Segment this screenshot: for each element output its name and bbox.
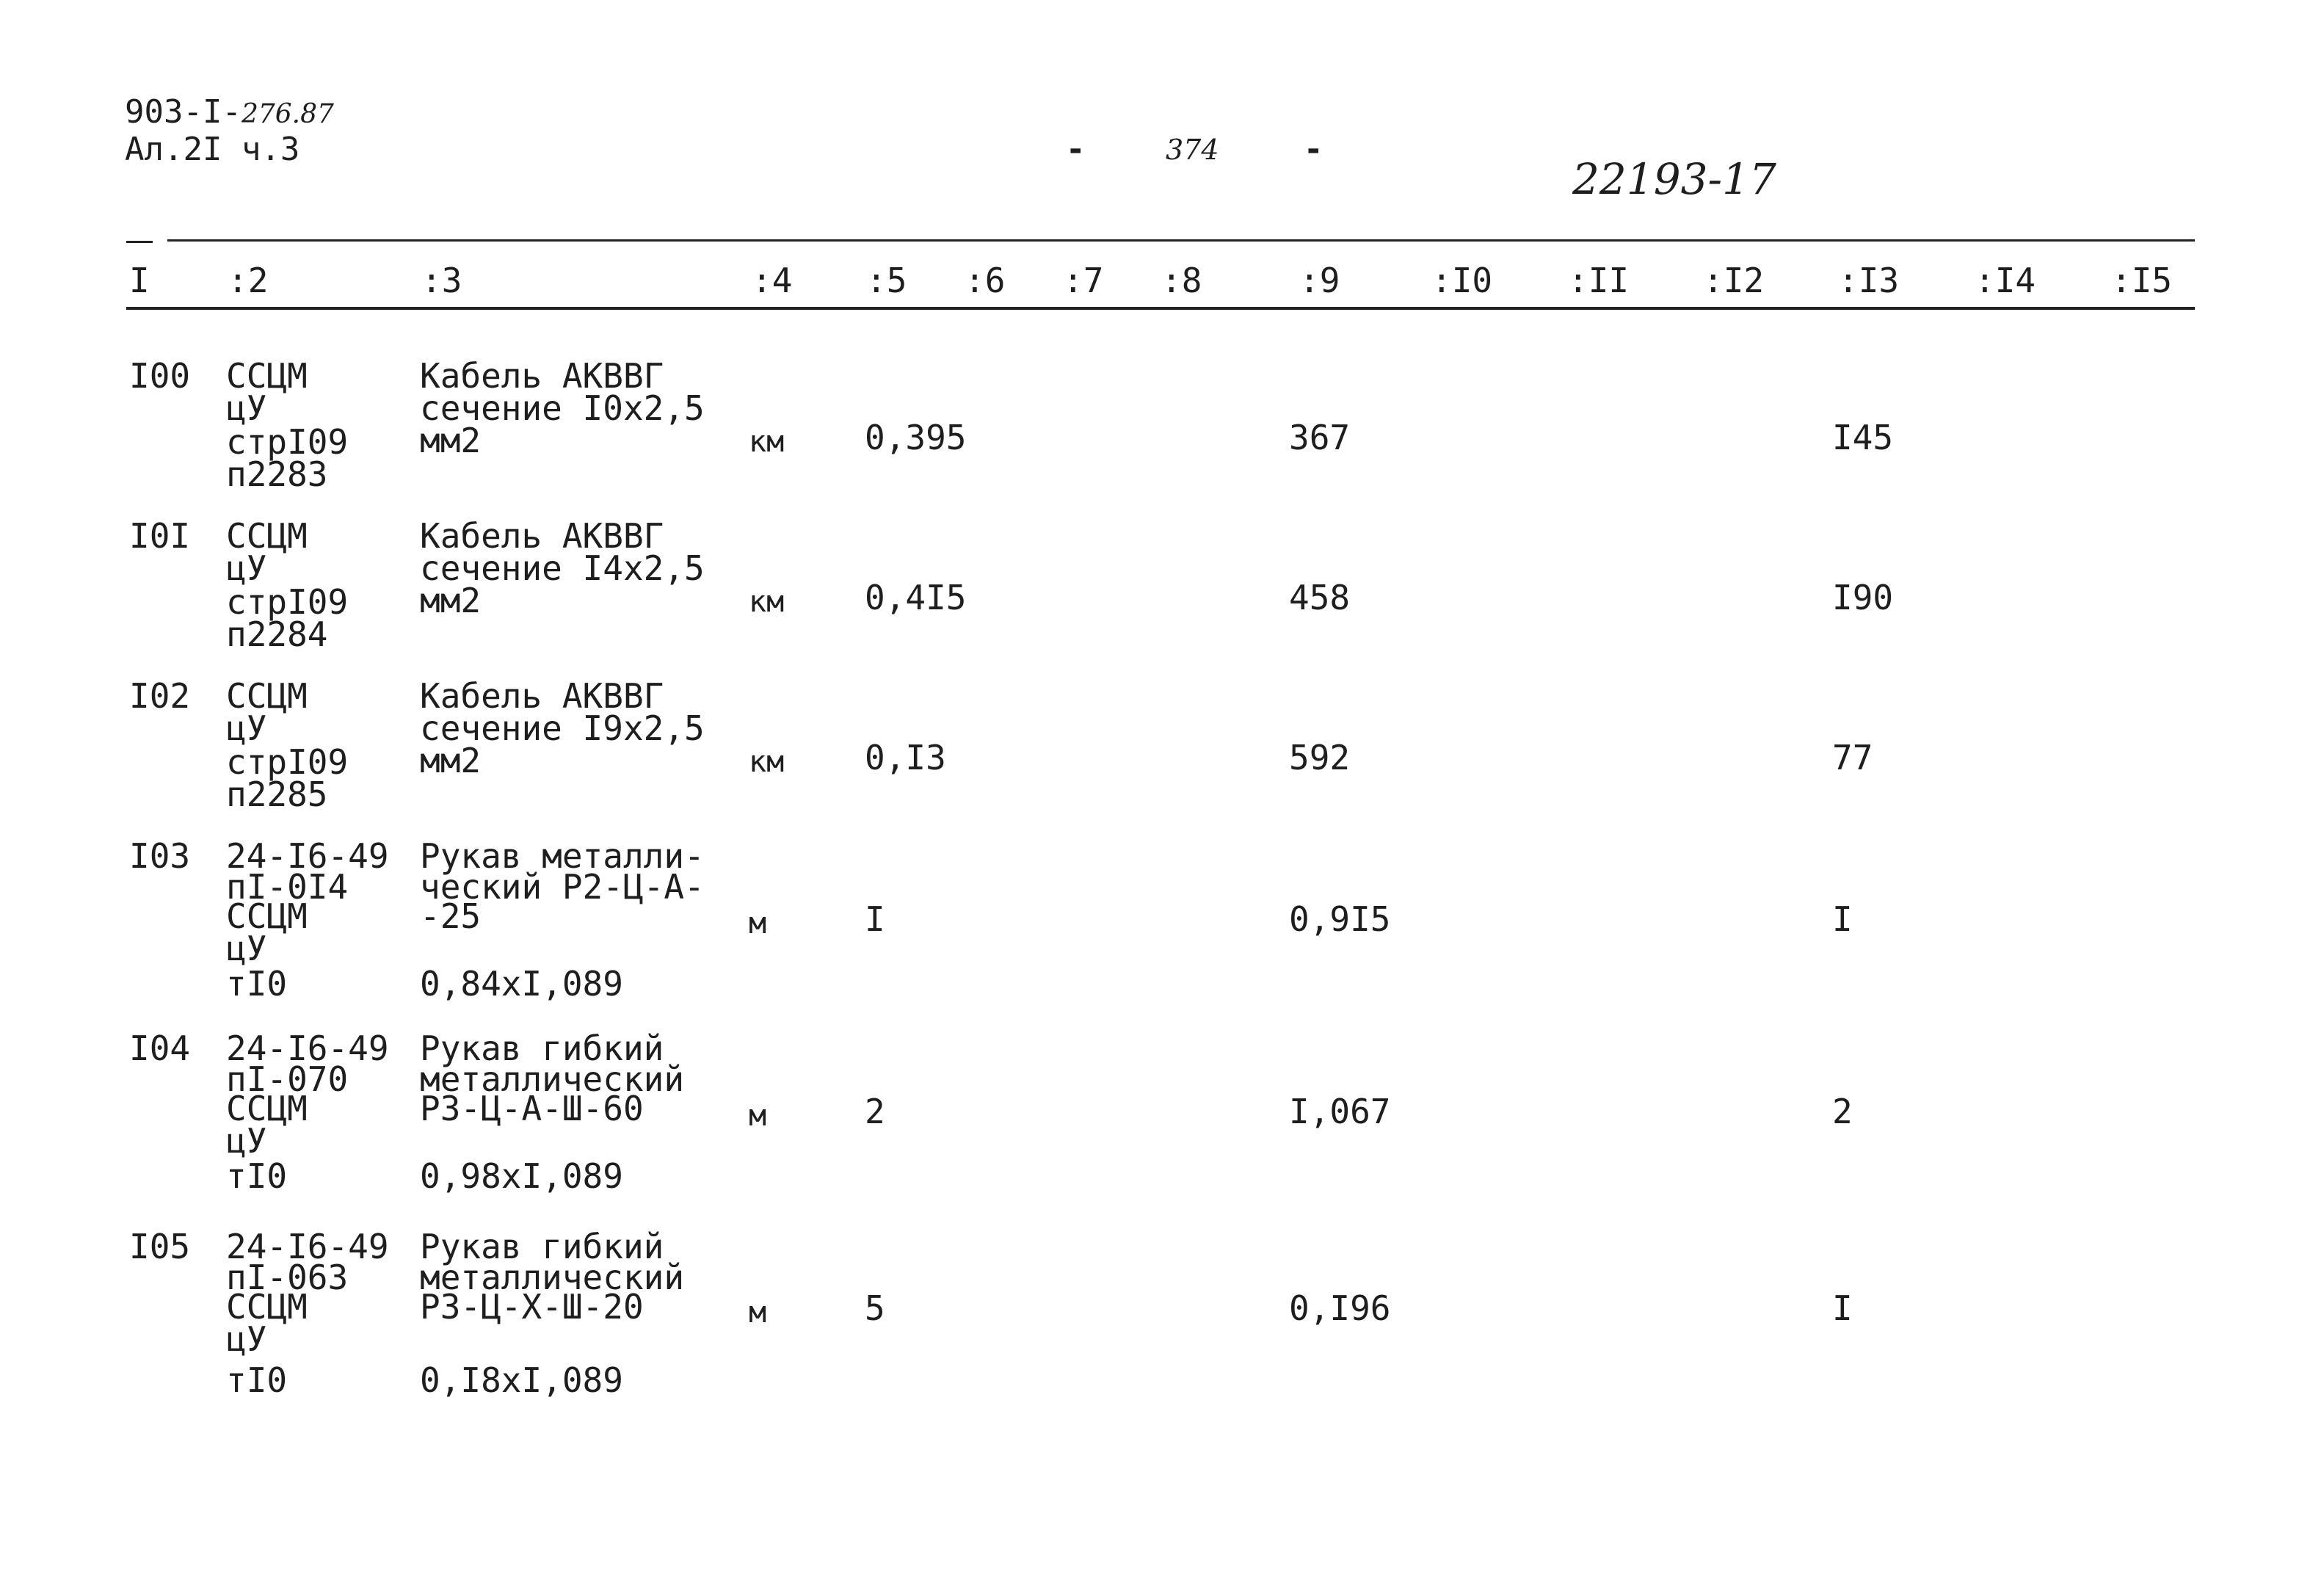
name-line: -25 <box>420 896 482 936</box>
code-line: пI-063 <box>226 1258 349 1297</box>
code-line: ССЦМ <box>226 676 308 716</box>
name-line: Кабель АКВВГ <box>420 676 664 716</box>
quantity: I <box>865 899 885 939</box>
code-line: стрI09 <box>226 742 349 782</box>
unit: км <box>749 745 785 779</box>
col13-value: I <box>1832 1288 1853 1328</box>
sheet-reference: Ал.2I ч.3 <box>125 131 300 168</box>
doc-code-handwritten: 276.87 <box>241 99 334 129</box>
col-header-4: :4 <box>752 261 793 300</box>
document-code <box>125 95 334 131</box>
unit-price: 0,I96 <box>1289 1288 1391 1328</box>
code-line: п2283 <box>226 454 328 494</box>
row-number: I05 <box>129 1227 191 1266</box>
code-line: стрI09 <box>226 422 349 462</box>
code-line: цУ <box>226 388 267 428</box>
row-number: I04 <box>129 1029 191 1068</box>
unit-price: 458 <box>1289 578 1351 617</box>
col13-value: I45 <box>1832 418 1894 457</box>
code-line: ССЦМ <box>226 516 308 556</box>
name-line: мм2 <box>420 421 482 460</box>
col13-value: 2 <box>1832 1092 1853 1131</box>
name-line: Р3-Ц-Х-Ш-20 <box>420 1287 644 1327</box>
code-line: цУ <box>226 1319 267 1359</box>
name-line: мм2 <box>420 741 482 780</box>
col-header-7: :7 <box>1063 261 1104 300</box>
header-rule-bottom <box>126 307 2195 310</box>
col13-value: I90 <box>1832 578 1894 617</box>
unit: м <box>749 1296 767 1330</box>
name-line: мм2 <box>420 581 482 620</box>
name-line: Рукав гибкий <box>420 1227 664 1266</box>
col-header-13: :I3 <box>1838 261 1900 300</box>
col-header-10: :I0 <box>1431 261 1493 300</box>
header-rule-top <box>167 239 2195 242</box>
col-header-14: :I4 <box>1975 261 2036 300</box>
code-line: цУ <box>226 929 267 968</box>
code-line: ССЦМ <box>226 1089 308 1128</box>
unit-price: 592 <box>1289 738 1351 777</box>
col13-value: I <box>1832 899 1853 939</box>
unit: км <box>749 425 785 459</box>
col-header-5: :5 <box>866 261 907 300</box>
quantity: 2 <box>865 1092 885 1131</box>
col13-value: 77 <box>1832 738 1873 777</box>
name-line: сечение I4х2,5 <box>420 548 705 588</box>
unit-price: I,067 <box>1289 1092 1391 1131</box>
code-line: 24-I6-49 <box>226 836 389 876</box>
formula: 0,I8хI,089 <box>420 1360 623 1400</box>
code-line: 24-I6-49 <box>226 1029 389 1068</box>
registration-number: 22193-17 <box>1572 154 1776 204</box>
name-line: Кабель АКВВГ <box>420 516 664 556</box>
quantity: 0,4I5 <box>865 578 967 617</box>
code-line: цУ <box>226 1121 267 1161</box>
code-line: ССЦМ <box>226 356 308 396</box>
name-line: металлический <box>420 1059 685 1099</box>
col-header-6: :6 <box>965 261 1006 300</box>
row-number: I02 <box>129 676 191 716</box>
name-line: сечение I9х2,5 <box>420 708 705 748</box>
unit: м <box>749 1099 767 1133</box>
code-line: тI0 <box>226 1156 288 1196</box>
formula: 0,84хI,089 <box>420 964 623 1004</box>
code-line: ССЦМ <box>226 896 308 936</box>
code-line: пI-0I4 <box>226 867 349 907</box>
page-dash-left: - <box>1066 131 1086 168</box>
name-line: Кабель АКВВГ <box>420 356 664 396</box>
doc-code-printed: 903-I- <box>125 93 242 131</box>
unit: м <box>749 907 767 940</box>
col-header-1: I <box>129 261 150 300</box>
col-header-12: :I2 <box>1703 261 1765 300</box>
col-header-9: :9 <box>1299 261 1340 300</box>
col-header-3: :3 <box>421 261 462 300</box>
col-header-2: :2 <box>228 261 269 300</box>
quantity: 0,395 <box>865 418 967 457</box>
quantity: 5 <box>865 1288 885 1328</box>
name-line: Рукав металли- <box>420 836 705 876</box>
code-line: цУ <box>226 548 267 588</box>
code-line: пI-070 <box>226 1059 349 1099</box>
code-line: ССЦМ <box>226 1287 308 1327</box>
unit-price: 0,9I5 <box>1289 899 1391 939</box>
code-line: стрI09 <box>226 582 349 622</box>
row-number: I03 <box>129 836 191 876</box>
code-line: цУ <box>226 708 267 748</box>
col-header-11: :II <box>1568 261 1630 300</box>
code-line: п2284 <box>226 614 328 654</box>
code-line: тI0 <box>226 964 288 1004</box>
name-line: металлический <box>420 1258 685 1297</box>
row-number: I00 <box>129 356 191 396</box>
row-number: I0I <box>129 516 191 556</box>
col-header-15: :I5 <box>2111 261 2173 300</box>
name-line: ческий Р2-Ц-А- <box>420 867 705 907</box>
name-line: Р3-Ц-А-Ш-60 <box>420 1089 644 1128</box>
header-rule-top-stub <box>126 241 153 243</box>
page-number: 374 <box>1166 134 1219 166</box>
name-line: Рукав гибкий <box>420 1029 664 1068</box>
quantity: 0,I3 <box>865 738 946 777</box>
col-header-8: :8 <box>1161 261 1202 300</box>
formula: 0,98хI,089 <box>420 1156 623 1196</box>
code-line: тI0 <box>226 1360 288 1400</box>
unit-price: 367 <box>1289 418 1351 457</box>
code-line: п2285 <box>226 775 328 814</box>
unit: км <box>749 585 785 619</box>
name-line: сечение I0х2,5 <box>420 388 705 428</box>
page-dash-right: - <box>1304 131 1323 168</box>
code-line: 24-I6-49 <box>226 1227 389 1266</box>
